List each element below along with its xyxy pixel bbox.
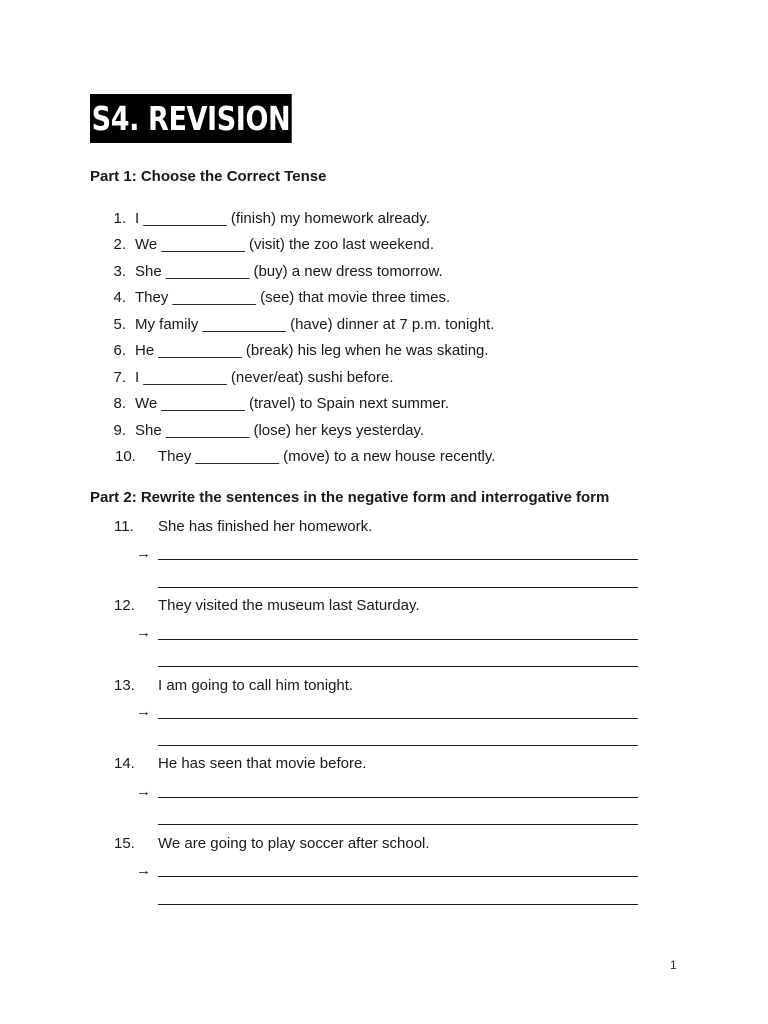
item-text: They __________ (see) that movie three times. <box>135 289 451 306</box>
item-number: 14. <box>114 755 135 772</box>
item-text: They __________ (move) to a new house recently. <box>158 448 496 465</box>
item-text: My family __________ (have) dinner at 7 p.m. tonight. <box>135 316 495 333</box>
item-text: He has seen that movie before. <box>158 755 367 772</box>
item-text: I __________ (never/eat) sushi before. <box>135 369 394 386</box>
item-text: He __________ (break) his leg when he was skating. <box>135 342 489 359</box>
item-number: 12. <box>114 597 135 614</box>
answer-line[interactable] <box>158 904 638 905</box>
item-number: 3. <box>113 263 126 280</box>
item-text: I __________ (finish) my homework already. <box>135 210 430 227</box>
arrow-icon: → <box>136 783 151 800</box>
answer-line[interactable] <box>158 666 638 667</box>
item-number: 15. <box>114 835 135 852</box>
item-text: We are going to play soccer after school. <box>158 835 430 852</box>
answer-line[interactable] <box>158 639 638 640</box>
page-title: S4. REVISION <box>90 94 292 143</box>
page-number: 1 <box>670 958 677 972</box>
answer-line[interactable] <box>158 824 638 825</box>
arrow-icon: → <box>136 703 151 720</box>
part1-heading: Part 1: Choose the Correct Tense <box>90 168 327 185</box>
item-number: 6. <box>113 342 126 359</box>
item-text: We __________ (travel) to Spain next summer. <box>135 395 450 412</box>
item-text: She has finished her homework. <box>158 518 373 535</box>
item-number: 1. <box>113 210 126 227</box>
answer-line[interactable] <box>158 745 638 746</box>
arrow-icon: → <box>136 624 151 641</box>
item-number: 2. <box>113 236 126 253</box>
item-number: 4. <box>113 289 126 306</box>
item-number: 9. <box>113 422 126 439</box>
arrow-icon: → <box>136 545 151 562</box>
item-text: She __________ (lose) her keys yesterday. <box>135 422 425 439</box>
item-number: 11. <box>114 518 134 535</box>
item-text: I am going to call him tonight. <box>158 677 354 694</box>
item-number: 8. <box>113 395 126 412</box>
item-text: She __________ (buy) a new dress tomorrow. <box>135 263 443 280</box>
answer-line[interactable] <box>158 797 638 798</box>
item-number: 7. <box>113 369 126 386</box>
answer-line[interactable] <box>158 587 638 588</box>
item-text: They visited the museum last Saturday. <box>158 597 420 614</box>
answer-line[interactable] <box>158 559 638 560</box>
answer-line[interactable] <box>158 718 638 719</box>
item-number: 13. <box>114 677 135 694</box>
arrow-icon: → <box>136 862 151 879</box>
item-number: 10. <box>115 448 136 465</box>
part2-heading: Part 2: Rewrite the sentences in the negative form and interrogative form <box>90 489 610 506</box>
item-number: 5. <box>113 316 126 333</box>
item-text: We __________ (visit) the zoo last weekend. <box>135 236 435 253</box>
answer-line[interactable] <box>158 876 638 877</box>
